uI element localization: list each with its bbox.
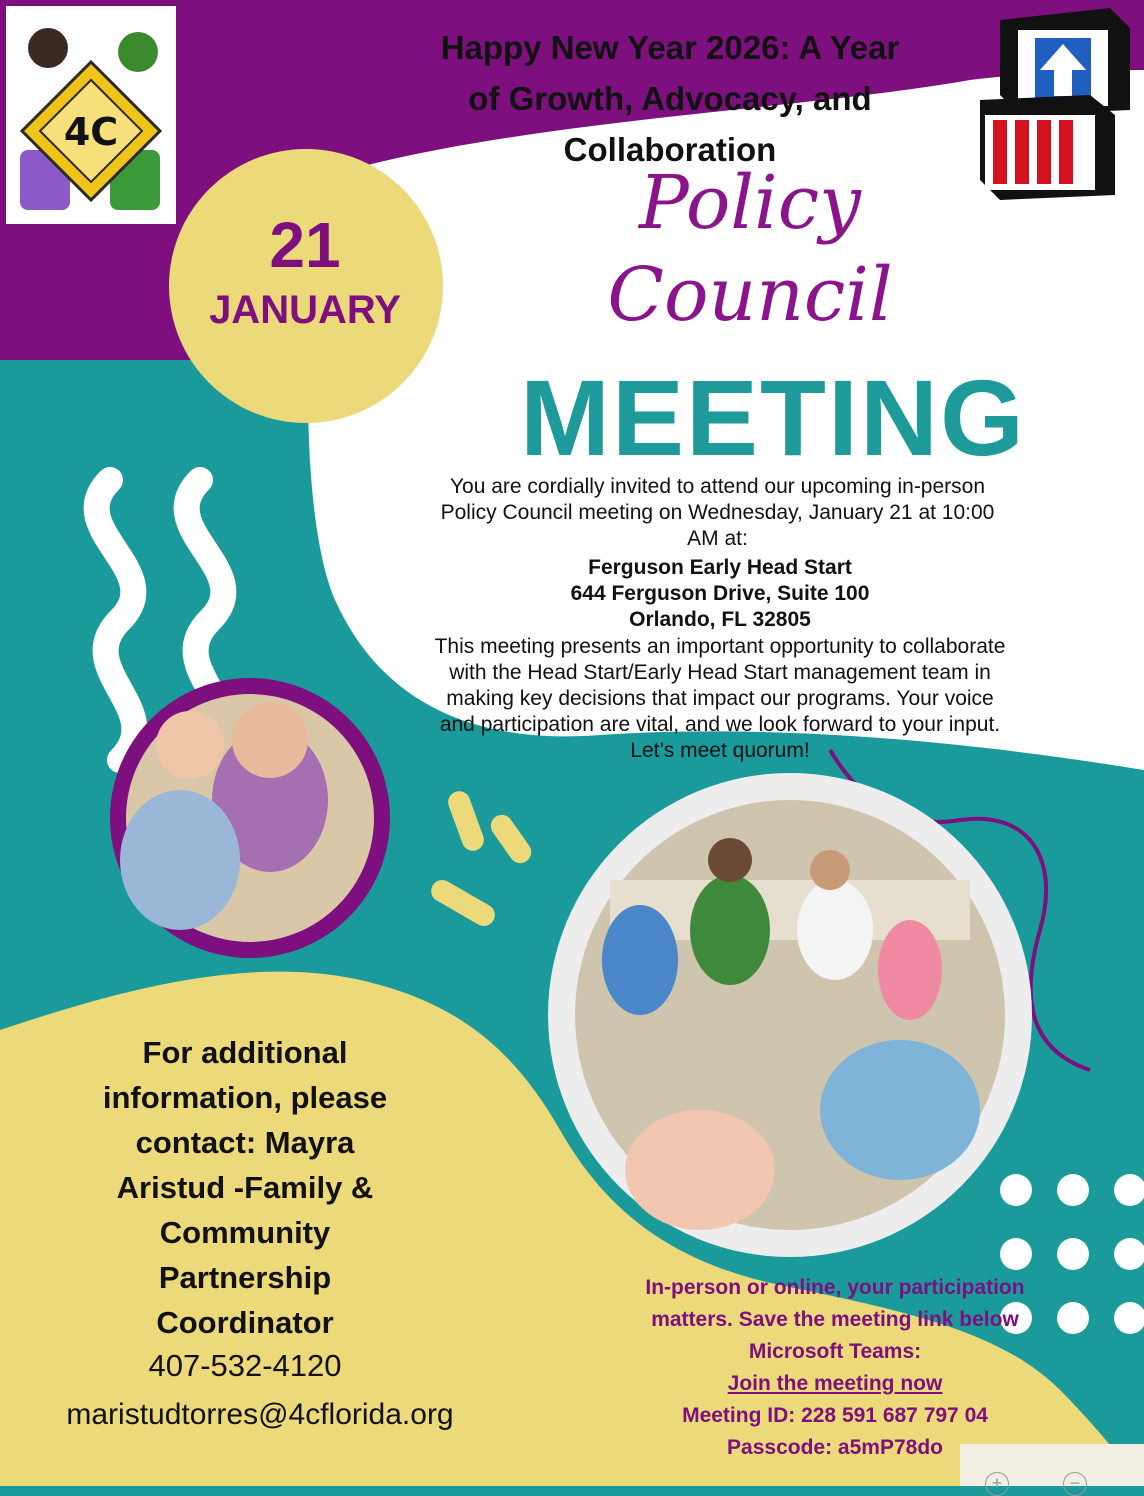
contact-line: For additional <box>142 1035 348 1070</box>
invite-text <box>365 474 1070 552</box>
zoom-in-icon[interactable]: + <box>985 1472 1009 1496</box>
contact-line: contact: Mayra <box>135 1125 355 1160</box>
yellow-burst <box>427 788 535 930</box>
invite-line: AM at: <box>687 527 748 550</box>
venue-city: Orlando, FL 32805 <box>629 608 811 631</box>
join-meeting-link[interactable]: Join the meeting now <box>727 1372 943 1395</box>
body-line: and participation are vital, and we look forward to your input. <box>439 713 1001 736</box>
contact-line: Aristud -Family & <box>116 1170 374 1205</box>
contact-line: information, please <box>102 1080 388 1115</box>
venue-address <box>420 555 1020 633</box>
title-council: Council <box>607 252 893 338</box>
online-line-1: In-person or online, your participation <box>645 1276 1025 1299</box>
wave-left <box>97 480 135 760</box>
zoom-out-icon[interactable]: − <box>1063 1472 1087 1496</box>
body-line: This meeting presents an important opportunity to collaborate <box>434 635 1006 658</box>
logo-4c-text: 4C <box>63 110 119 154</box>
date-month: JANUARY <box>209 288 401 332</box>
contact-info <box>60 1030 430 1345</box>
title-meeting: MEETING <box>520 357 1027 478</box>
contact-email[interactable]: maristudtorres@4cflorida.org <box>66 1398 454 1431</box>
headline-line-3: Collaboration <box>563 131 777 168</box>
body-line: with the Head Start/Early Head Start management team in <box>449 661 991 684</box>
invite-line: You are cordially invited to attend our upcoming in-person <box>449 475 986 498</box>
4c-logo <box>6 6 176 224</box>
invite-line: Policy Council meeting on Wednesday, January 21 at 10:00 <box>440 501 995 524</box>
title-policy: Policy <box>639 160 861 246</box>
meeting-passcode: Passcode: a5mP78do <box>727 1436 943 1459</box>
headline <box>390 22 950 175</box>
body-line: making key decisions that impact our programs. Your voice <box>446 687 994 710</box>
contact-line: Partnership <box>158 1260 332 1295</box>
venue-name: Ferguson Early Head Start <box>588 556 852 579</box>
contact-phone[interactable]: 407-532-4120 <box>148 1348 342 1383</box>
date-circle <box>169 149 443 423</box>
contact-line: Community <box>159 1215 331 1250</box>
body-line: Let’s meet quorum! <box>630 739 810 762</box>
blocks-logo <box>980 8 1130 200</box>
date-day: 21 <box>269 209 341 281</box>
contact-line: Coordinator <box>156 1305 334 1340</box>
body-text <box>365 634 1075 764</box>
headline-line-1: Happy New Year 2026: A Year <box>440 29 900 66</box>
teams-label: Microsoft Teams: <box>748 1340 922 1363</box>
online-line-2: matters. Save the meeting link below <box>651 1308 1019 1331</box>
meeting-id: Meeting ID: 228 591 687 797 04 <box>682 1404 988 1427</box>
headline-line-2: of Growth, Advocacy, and <box>468 80 872 117</box>
online-info <box>600 1272 1070 1464</box>
venue-street: 644 Ferguson Drive, Suite 100 <box>570 582 870 605</box>
